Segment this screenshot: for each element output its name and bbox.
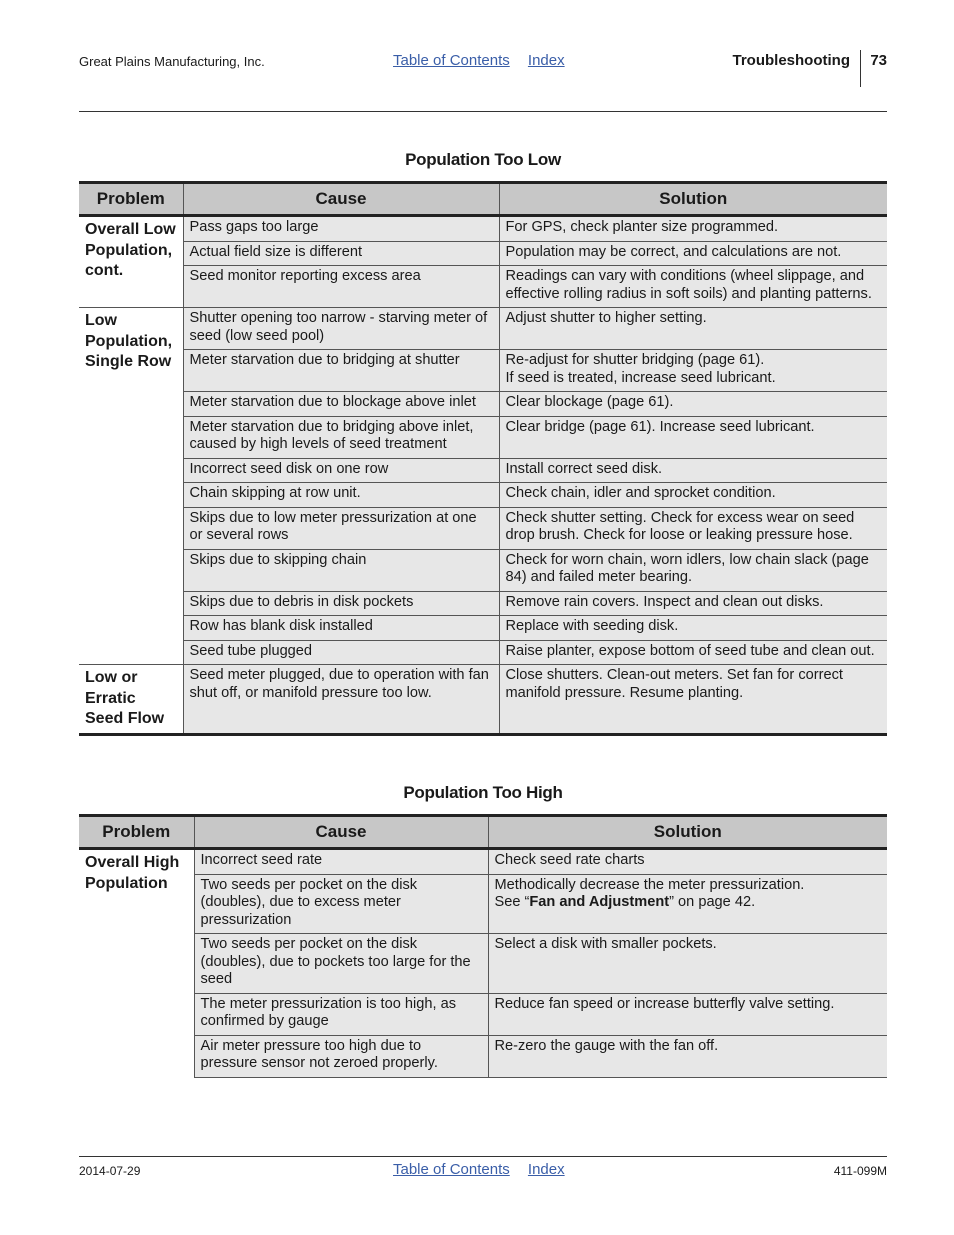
solution-cell <box>488 874 887 934</box>
table-row <box>79 591 887 616</box>
solution-cell: Adjust shutter to higher setting. <box>499 308 887 350</box>
footer-rule <box>79 1156 887 1157</box>
table-row <box>79 665 887 735</box>
table-row <box>79 416 887 458</box>
cause-cell: Incorrect seed rate <box>194 849 488 875</box>
see-suffix: ” on page 42. <box>669 894 756 910</box>
solution-cell: Remove rain covers. Inspect and clean out disks. <box>499 591 887 616</box>
column-header-problem: Problem <box>79 816 194 849</box>
solution-cell: Install correct seed disk. <box>499 458 887 483</box>
solution-line: Re-adjust for shutter bridging (page 61). <box>505 352 765 368</box>
table-population-too-high <box>79 814 887 1078</box>
solution-cell: Check shutter setting. Check for excess wear on seed drop brush. Check for loose or leaking pressure hose. <box>499 507 887 549</box>
cause-cell: Meter starvation due to blockage above inlet <box>183 392 499 417</box>
company-name: Great Plains Manufacturing, Inc. <box>79 54 265 69</box>
solution-cell: Check for worn chain, worn idlers, low chain slack (page 84) and failed meter bearing. <box>499 549 887 591</box>
solution-cell: Clear bridge (page 61). Increase seed lubricant. <box>499 416 887 458</box>
problem-cell: Overall Low Population, cont. <box>79 216 183 308</box>
table-row <box>79 640 887 665</box>
solution-cell: Reduce fan speed or increase butterfly valve setting. <box>488 993 887 1035</box>
problem-cell: Low Population, Single Row <box>79 308 183 665</box>
section-name: Troubleshooting <box>732 52 850 69</box>
table-row <box>79 1035 887 1077</box>
table-row <box>79 616 887 641</box>
solution-cell: Select a disk with smaller pockets. <box>488 934 887 994</box>
problem-cell: Overall High Population <box>79 849 194 1078</box>
toc-link[interactable]: Table of Contents <box>393 1161 510 1178</box>
column-header-cause: Cause <box>183 183 499 216</box>
section-title-population-too-low: Population Too Low <box>405 150 561 169</box>
cause-cell: The meter pressurization is too high, as confirmed by gauge <box>194 993 488 1035</box>
solution-line: Methodically decrease the meter pressurization. <box>494 876 805 893</box>
table-row <box>79 392 887 417</box>
cause-cell: Two seeds per pocket on the disk (doubles), due to pockets too large for the seed <box>194 934 488 994</box>
page-number: 73 <box>870 52 887 69</box>
index-link[interactable]: Index <box>527 1161 565 1178</box>
cause-cell: Actual field size is different <box>183 241 499 266</box>
solution-cell: Check seed rate charts <box>488 849 887 875</box>
table-population-too-low <box>79 181 887 736</box>
cross-reference <box>495 894 882 912</box>
index-link[interactable]: Index <box>527 52 565 69</box>
table-row <box>79 993 887 1035</box>
table-row <box>79 241 887 266</box>
solution-cell: Clear blockage (page 61). <box>499 392 887 417</box>
cause-cell: Skips due to skipping chain <box>183 549 499 591</box>
cause-cell: Row has blank disk installed <box>183 616 499 641</box>
cause-cell: Two seeds per pocket on the disk (doubles), due to excess meter pressurization <box>194 874 488 934</box>
header-links <box>393 52 579 69</box>
solution-cell: For GPS, check planter size programmed. <box>499 216 887 242</box>
cause-cell: Meter starvation due to bridging above inlet, caused by high levels of seed treatment <box>183 416 499 458</box>
column-header-problem: Problem <box>79 183 183 216</box>
table-row <box>79 874 887 934</box>
document-number: 411-099M <box>833 1164 887 1178</box>
section-title-population-too-high: Population Too High <box>403 783 563 802</box>
cause-cell: Air meter pressure too high due to pressure sensor not zeroed properly. <box>194 1035 488 1077</box>
cause-cell: Seed meter plugged, due to operation with fan shut off, or manifold pressure too low. <box>183 665 499 735</box>
cause-cell: Incorrect seed disk on one row <box>183 458 499 483</box>
table-row <box>79 483 887 508</box>
cause-cell: Skips due to debris in disk pockets <box>183 591 499 616</box>
table-row <box>79 266 887 308</box>
cause-cell: Skips due to low meter pressurization at one or several rows <box>183 507 499 549</box>
cause-cell: Seed tube plugged <box>183 640 499 665</box>
table-row <box>79 507 887 549</box>
toc-link[interactable]: Table of Contents <box>393 52 510 69</box>
solution-line: If seed is treated, increase seed lubricant. <box>505 369 776 386</box>
table-row <box>79 216 887 242</box>
cause-cell: Chain skipping at row unit. <box>183 483 499 508</box>
solution-cell: Raise planter, expose bottom of seed tube and clean out. <box>499 640 887 665</box>
see-prefix: See “ <box>494 894 530 910</box>
column-header-solution: Solution <box>499 183 887 216</box>
table-row <box>79 308 887 350</box>
problem-cell: Low or Erratic Seed Flow <box>79 665 183 735</box>
solution-cell: Readings can vary with conditions (wheel slippage, and effective rolling radius in soft soils) and planting patterns. <box>499 266 887 308</box>
solution-cell: Close shutters. Clean-out meters. Set fan for correct manifold pressure. Resume planting. <box>499 665 887 735</box>
column-header-solution: Solution <box>488 816 887 849</box>
cause-cell: Shutter opening too narrow - starving meter of seed (low seed pool) <box>183 308 499 350</box>
page-header <box>79 50 887 90</box>
table-row <box>79 549 887 591</box>
header-rule <box>79 111 887 112</box>
solution-cell: Check chain, idler and sprocket condition. <box>499 483 887 508</box>
solution-cell: Replace with seeding disk. <box>499 616 887 641</box>
table-row <box>79 934 887 994</box>
footer-date: 2014-07-29 <box>79 1164 141 1178</box>
page-divider <box>860 50 861 87</box>
table-row <box>79 849 887 875</box>
solution-cell: Population may be correct, and calculations are not. <box>499 241 887 266</box>
solution-cell <box>499 350 887 392</box>
cause-cell: Seed monitor reporting excess area <box>183 266 499 308</box>
table-row <box>79 458 887 483</box>
table-row <box>79 350 887 392</box>
column-header-cause: Cause <box>194 816 488 849</box>
cause-cell: Meter starvation due to bridging at shutter <box>183 350 499 392</box>
footer-links <box>393 1161 579 1178</box>
see-reference-title: Fan and Adjustment <box>529 894 670 910</box>
cause-cell: Pass gaps too large <box>183 216 499 242</box>
solution-cell: Re-zero the gauge with the fan off. <box>488 1035 887 1077</box>
